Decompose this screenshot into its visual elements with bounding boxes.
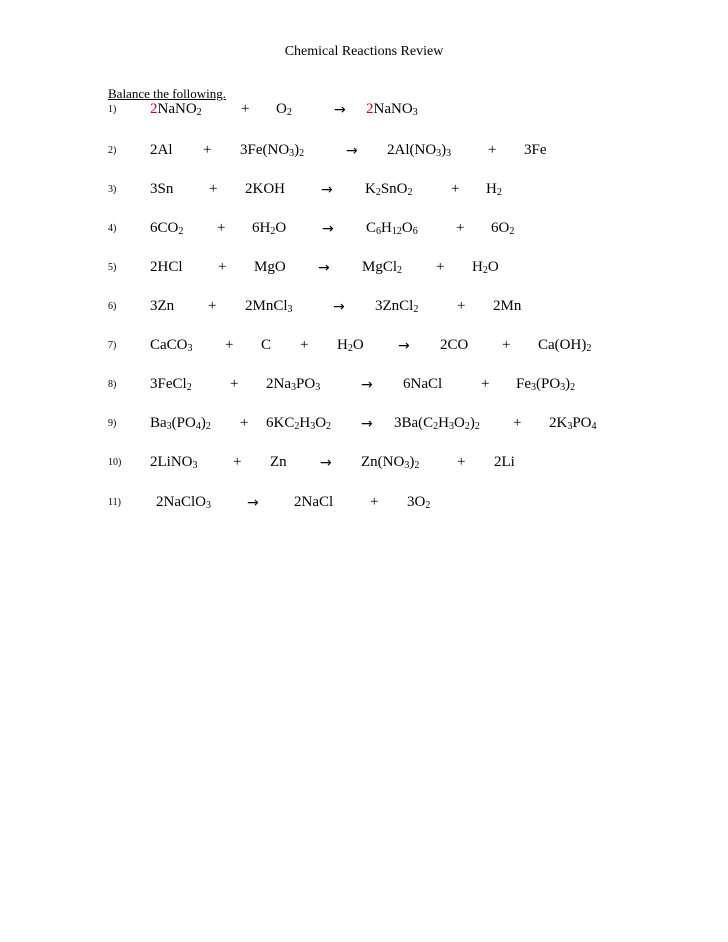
yields-arrow-icon: → (398, 338, 410, 354)
plus-sign: + (217, 220, 226, 236)
equation-row (0, 298, 728, 318)
chemical-formula: 6NaCl (403, 376, 443, 392)
equation-row (0, 337, 728, 357)
equation-number: 4) (108, 223, 117, 234)
equation-row (0, 494, 728, 514)
chemical-formula: 3Fe (524, 142, 547, 158)
chemical-formula: 2NaNO$_3$ (366, 101, 418, 118)
chemical-formula: $C_6H_{12}O_6$ (366, 220, 418, 237)
equation-number: 5) (108, 262, 117, 273)
equation-number: 9) (108, 418, 117, 429)
chemical-formula: 3Zn (150, 298, 175, 314)
chemical-formula: 3ZnCl$_2$ (375, 298, 419, 315)
chemical-formula: $H_2O$ (472, 259, 499, 276)
equation-row (0, 181, 728, 201)
chemical-formula: $3Fe(NO_3)_2$ (240, 142, 305, 159)
plus-sign: + (240, 415, 249, 431)
yields-arrow-icon: → (321, 182, 333, 198)
chemical-formula: $2Na_3PO_3$ (266, 376, 321, 393)
chemical-formula: $2Al(NO_3)_3$ (387, 142, 452, 159)
coefficient: 2 (150, 101, 158, 117)
coefficient: 2 (366, 101, 374, 117)
chemical-formula: 2NaNO$_2$ (150, 101, 202, 118)
equation-number: 8) (108, 379, 117, 390)
equation-row (0, 142, 728, 162)
equation-number: 11) (108, 497, 121, 508)
plus-sign: + (451, 181, 460, 197)
plus-sign: + (456, 220, 465, 236)
plus-sign: + (209, 181, 218, 197)
plus-sign: + (300, 337, 309, 353)
chemical-formula: 2NaCl (294, 494, 334, 510)
chemical-formula: $2K_3PO_4$ (549, 415, 597, 432)
plus-sign: + (233, 454, 242, 470)
chemical-formula: 2CO (440, 337, 469, 353)
yields-arrow-icon: → (320, 455, 332, 471)
chemical-formula: $6O_2$ (491, 220, 515, 237)
chemical-formula: 2HCl (150, 259, 183, 275)
plus-sign: + (513, 415, 522, 431)
instructions: Balance the following. (108, 86, 227, 101)
chemical-formula: 3Sn (150, 181, 174, 197)
chemical-formula: MgO (254, 259, 286, 275)
chemical-formula: $6H_2O$ (252, 220, 287, 237)
chemical-formula: $O_2$ (276, 101, 292, 118)
equation-row (0, 101, 728, 121)
plus-sign: + (488, 142, 497, 158)
plus-sign: + (203, 142, 212, 158)
chemical-formula: 2KOH (245, 181, 285, 197)
equation-number: 7) (108, 340, 117, 351)
yields-arrow-icon: → (361, 377, 373, 393)
equation-row (0, 376, 728, 396)
plus-sign: + (218, 259, 227, 275)
chemical-formula: $H_2O$ (337, 337, 364, 354)
chemical-formula: 2Al (150, 142, 173, 158)
plus-sign: + (230, 376, 239, 392)
chemical-formula: 2MnCl$_3$ (245, 298, 293, 315)
yields-arrow-icon: → (334, 102, 346, 118)
chemical-formula: $6CO_2$ (150, 220, 184, 237)
equation-number: 6) (108, 301, 117, 312)
plus-sign: + (225, 337, 234, 353)
chemical-formula: CaCO$_3$ (150, 337, 193, 354)
equation-row (0, 220, 728, 240)
equation-number: 1) (108, 104, 117, 115)
plus-sign: + (208, 298, 217, 314)
yields-arrow-icon: → (346, 143, 358, 159)
plus-sign: + (457, 298, 466, 314)
chemical-formula: $Zn(NO_3)_2$ (361, 454, 420, 471)
chemical-formula: $K_2SnO_2$ (365, 181, 413, 198)
chemical-formula: 2NaClO$_3$ (156, 494, 211, 511)
chemical-formula: 3FeCl$_2$ (150, 376, 192, 393)
equation-row (0, 454, 728, 474)
plus-sign: + (436, 259, 445, 275)
plus-sign: + (457, 454, 466, 470)
page-title: Chemical Reactions Review (284, 44, 444, 59)
equation-row (0, 259, 728, 279)
equation-row (0, 415, 728, 435)
chemical-formula: 2LiNO$_3$ (150, 454, 198, 471)
chemical-formula: 2Mn (493, 298, 522, 314)
plus-sign: + (241, 101, 250, 117)
equation-number: 3) (108, 184, 117, 195)
plus-sign: + (502, 337, 511, 353)
yields-arrow-icon: → (322, 221, 334, 237)
plus-sign: + (370, 494, 379, 510)
chemical-formula: $H_2$ (486, 181, 502, 198)
equation-number: 10) (108, 457, 122, 468)
chemical-formula: $3O_2$ (407, 494, 431, 511)
plus-sign: + (481, 376, 490, 392)
chemical-formula: $Ca(OH)_2$ (538, 337, 592, 354)
yields-arrow-icon: → (361, 416, 373, 432)
chemical-formula: MgCl$_2$ (362, 259, 403, 276)
chemical-formula: Zn (270, 454, 287, 470)
chemical-formula: $Ba_3(PO_4)_2$ (150, 415, 211, 432)
chemical-formula: $3Ba(C_2H_3O_2)_2$ (394, 415, 480, 432)
chemical-formula: 2Li (494, 454, 515, 470)
yields-arrow-icon: → (333, 299, 345, 315)
equation-number: 2) (108, 145, 117, 156)
yields-arrow-icon: → (318, 260, 330, 276)
yields-arrow-icon: → (247, 495, 259, 511)
chemical-formula: $Fe_3(PO_3)_2$ (516, 376, 576, 393)
chemical-formula: C (261, 337, 272, 353)
chemical-formula: $6KC_2H_3O_2$ (266, 415, 332, 432)
